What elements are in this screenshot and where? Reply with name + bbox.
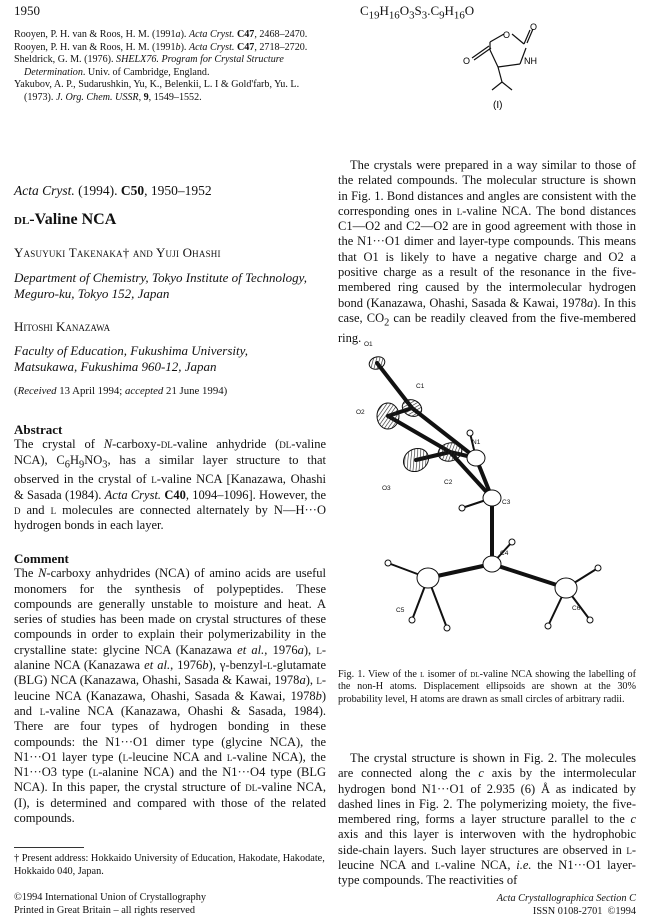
- authors-first: Yasuyuki Takenaka† and Yuji Ohashi: [14, 245, 221, 260]
- reference-item: Rooyen, P. H. van & Roos, H. M. (1991b). Acta Cryst. C47, 2718–2720.: [14, 41, 308, 53]
- atom-label-c1: C1: [416, 383, 425, 390]
- atom-label-c6: C6: [572, 605, 581, 612]
- comment-text: The N-carboxy anhydrides (NCA) of amino acids are useful monomers for the synthesis of polypeptides. These compounds are generally unstable to moisture and heat. A series of studies has been made on crystal structures of these compounds in order to explain their polymerizability in the crystalline state: glycine NCA (Kanazawa et al., 1976a), l-alanine NCA (Kanazawa et al., 1976b), γ-benzyl-l-glutamate (BLG) NCA (Kanazawa, Ohashi, Sasada & Kawai, 1978a), l-leucine NCA (Kanazawa, Ohashi, Sasada & Kawai, 1978b) and l-valine NCA (Kanazawa, Ohashi & Sasada, 1984). There are four types of hydrogen bonding in these compounds: the N1···O1 dimer type (glycine NCA), the N1···O1 layer type (l-leucine NCA and l-valine NCA), the N1···O3 type (l-alanine NCA) and the N1···O4 type (BLG NCA). In this paper, the crystal structure of dl-valine NCA, (I), is determined and compared with those of the related compounds.: [14, 566, 327, 826]
- comment-section: [14, 551, 326, 826]
- chemical-scheme: [450, 20, 550, 110]
- issn: ISSN 0108-2701: [532, 906, 603, 917]
- atom-label-o3: O3: [382, 485, 391, 492]
- abstract-section: [14, 422, 326, 534]
- references-list: [14, 29, 326, 105]
- figure-caption: Fig. 1. View of the l isomer of dl-valine NCA showing the labelling of the non-H atoms. Displacement ellipsoids are shown at the 30% probability level, H atoms are drawn as small circles of arbitrary radii.: [338, 669, 637, 705]
- scheme-atom-label: NH: [524, 56, 537, 66]
- atom-label-c4: C4: [500, 550, 509, 557]
- footnote: † Present address: Hokkaido University of Education, Hakodate, Hakodate, Hokkaido 040, Japan.: [14, 853, 325, 877]
- results-paragraph-1: The crystals were prepared in a way similar to those of the related compounds. The molecular structure is shown in Fig. 1. Bond distances and angles are consistent with the corresponding ones in l-valine NCA. The bond distances C1—O2 and C2—O2 are in good agreement with those in the N1···O1 dimer and layer-type compounds. This means that O1 is likely to have a negative charge and O2 a positive charge as a result of the resonance in the five-membered ring caused by the intermolecular hydrogen bond (Kanazawa, Ohashi, Sasada & Kawai, 1978a). In this case, $CO_2$ can be readily cleaved from the five-membered ring.: [338, 158, 636, 345]
- scheme-atom-label: O: [463, 56, 471, 66]
- running-formula: $C_{19}H_{16}O_3S_3.C_9H_{16}O$: [360, 3, 475, 22]
- atom-label-o2: O2: [356, 409, 365, 416]
- abstract-text: The crystal of N-carboxy-dl-valine anhydride (dl-valine NCA), $C_6H_9NO_3$, has a similar layer structure to that observed in the crystal of l-valine NCA [Kanazawa, Ohashi & Sasada (1984). Acta Cryst. C40, 1094–1096]. However, the d and l molecules are connected alternately by N—H···O hydrogen bonds in each layer.: [14, 437, 327, 533]
- scheme-label: (I): [493, 100, 503, 110]
- abstract-heading: Abstract: [14, 422, 63, 437]
- reference-item: Rooyen, P. H. van & Roos, H. M. (1991a). Acta Cryst. C47, 2468–2470.: [14, 29, 308, 40]
- copyright-line-1: ©1994 International Union of Crystallography: [14, 892, 206, 903]
- comment-heading: Comment: [14, 551, 69, 566]
- reference-item: Yakubov, A. P., Sudarushkin, Yu, K., Belenkii, L. I & Gold'farb, Yu. L. (1973). J. Org. Chem. USSR, 9, 1549–1552.: [14, 79, 300, 103]
- footer-copyright: ©1994: [607, 906, 636, 917]
- received-dates: (Received 13 April 1994; accepted 21 June 1994): [14, 385, 228, 397]
- issn-line: [533, 906, 636, 919]
- atom-label-c2: C2: [444, 479, 453, 486]
- molecular-structure-figure: [352, 338, 614, 654]
- page-number: 1950: [14, 3, 40, 18]
- article-citation: Acta Cryst. (1994). C50, 1950–1952: [14, 183, 212, 198]
- affiliation-first: Department of Chemistry, Tokyo Institute of Technology, Meguro-ku, Tokyo 152, Japan: [14, 270, 307, 301]
- reference-item: Sheldrick, G. M. (1976). SHELX76. Program for Crystal Structure Determination. Univ. of Cambridge, England.: [14, 54, 284, 78]
- article-title: dl-Valine NCA: [14, 211, 117, 228]
- atom-label-n1: N1: [472, 439, 481, 446]
- atom-label-o1: O1: [364, 341, 373, 348]
- scheme-atom-label: O: [530, 22, 538, 32]
- scheme-atom-label: O: [503, 30, 511, 40]
- copyright-line-2: Printed in Great Britain – all rights reserved: [14, 905, 196, 916]
- authors-second: Hitoshi Kanazawa: [14, 319, 111, 334]
- results-paragraph-2: The crystal structure is shown in Fig. 2. The molecules are connected along the c axis by the intermolecular hydrogen bond N1···O1 of 2.935 (6) Å as indicated by dashed lines in Fig. 2. The polymerizing moiety, the five-membered ring, forms a layer structure parallel to the c axis and this layer is interwoven with the hydrophobic side-chain layers. Such layer structures are observed in l-leucine NCA and l-valine NCA, i.e. the N1···O1 layer-type compounds. The reactivities of: [338, 751, 636, 888]
- atom-label-c3: C3: [502, 499, 511, 506]
- affiliation-second: Faculty of Education, Fukushima University, Matsukawa, Fukushima 960-12, Japan: [14, 343, 248, 374]
- journal-name: Acta Crystallographica Section C: [496, 893, 636, 904]
- footnote-rule: [14, 847, 84, 848]
- atom-label-c5: C5: [396, 607, 405, 614]
